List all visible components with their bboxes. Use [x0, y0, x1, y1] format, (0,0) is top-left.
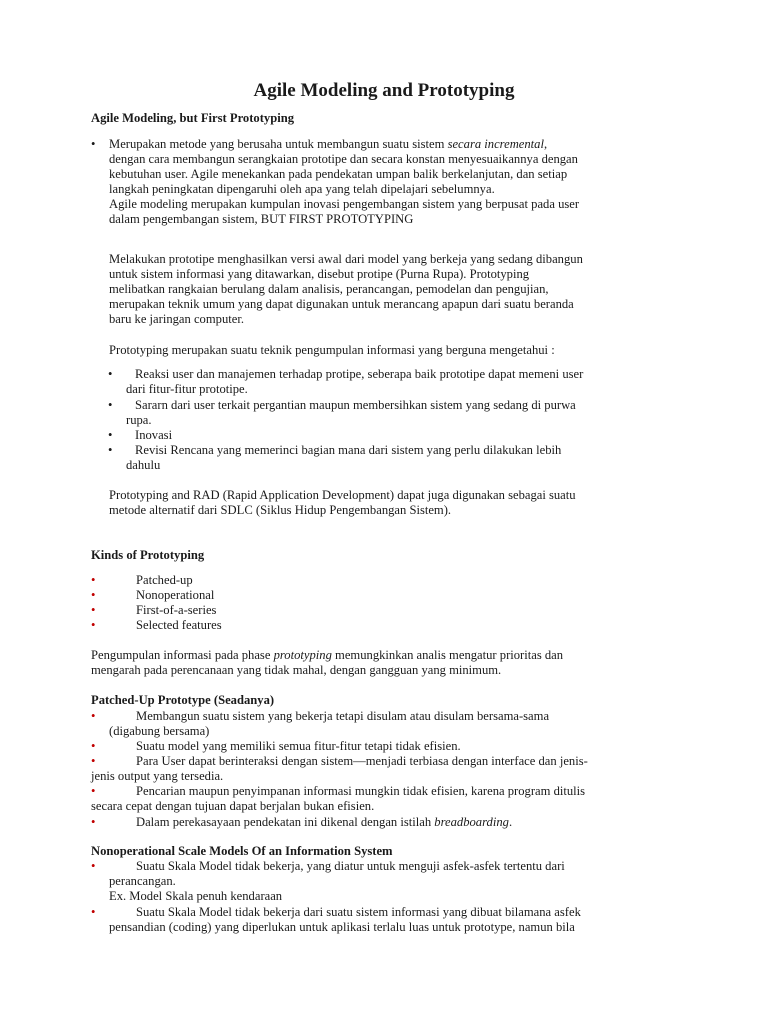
list-item-text: Suatu Skala Model tidak bekerja, yang diatur untuk menguji asfek-asfek tertentu dari [136, 859, 565, 873]
list-item-text: Suatu Skala Model tidak bekerja dari suatu sistem informasi yang dibuat bilamana asfek [136, 905, 581, 919]
list-item-text: dahulu [126, 458, 161, 472]
list-item-text: pensandian (coding) yang diperlukan untuk aplikasi terlalu luas untuk prototype, namun bila [109, 920, 575, 934]
bullet-icon: • [91, 137, 96, 151]
bullet-icon: • [91, 709, 96, 723]
bullet-icon: • [108, 443, 113, 457]
list-item-text: First-of-a-series [136, 603, 217, 617]
text-line: metode alternatif dari SDLC (Siklus Hidup Pengembangan Sistem). [109, 503, 452, 517]
bullet-icon: • [91, 754, 96, 768]
paragraph-rad [109, 488, 669, 518]
bullet-icon: • [91, 859, 96, 873]
section-heading-agile: Agile Modeling, but First Prototyping [91, 111, 295, 125]
list-item-text: Nonoperational [136, 588, 215, 602]
text-line: langkah peningkatan dipengaruhi oleh apa yang telah dipelajari sebelumnya. [109, 182, 495, 196]
paragraph-prototype-intro [109, 252, 669, 327]
list-item-text: secara cepat dengan tujuan dapat berjalan bukan efisien. [91, 799, 375, 813]
list-item-text: Membangun suatu sistem yang bekerja tetapi disulam atau disulam bersama-sama [136, 709, 550, 723]
bullet-icon: • [91, 905, 96, 919]
bullet-icon: • [108, 428, 113, 442]
paragraph-pengumpulan [91, 648, 671, 678]
list-item-text: dari fitur-fitur prototipe. [126, 382, 248, 396]
list-item [91, 603, 391, 618]
text-line: Merupakan metode yang berusaha untuk membangun suatu sistem secara incremental, [109, 137, 548, 151]
list-item-text: perancangan. [109, 874, 176, 888]
list-item-text: (digabung bersama) [109, 724, 210, 738]
list-item [91, 588, 391, 603]
bullet-icon: • [91, 739, 96, 753]
list-item [91, 618, 391, 633]
list-item-text: Para User dapat berinteraksi dengan sistem—menjadi terbiasa dengan interface dan jenis- [136, 754, 588, 768]
text-line: dengan cara membangun serangkaian prototipe dan secara konstan menyesuaikannya dengan [109, 152, 578, 166]
bullet-icon: • [91, 588, 96, 602]
text-line: Prototyping and RAD (Rapid Application Development) dapat juga digunakan sebagai suatu [109, 488, 576, 502]
list-item-text: Sararn dari user terkait pergantian maupun membersihkan sistem yang sedang di purwa [135, 398, 576, 412]
text-line: merupakan teknik umum yang dapat digunakan untuk merancang apapun dari suatu beranda [109, 297, 574, 311]
list-item-text: Pencarian maupun penyimpanan informasi mungkin tidak efisien, karena program ditulis [136, 784, 586, 798]
list-item-text: Patched-up [136, 573, 193, 587]
page-title: Agile Modeling and Prototyping [253, 80, 515, 101]
text-line: baru ke jaringan computer. [109, 312, 244, 326]
bullet-icon: • [91, 603, 96, 617]
text-line: kebutuhan user. Agile menekankan pada pendekatan umpan balik berkelanjutan, dan setiap [109, 167, 568, 181]
bullet-icon: • [91, 573, 96, 587]
kinds-list [91, 573, 391, 633]
list-item-text: Ex. Model Skala penuh kendaraan [109, 889, 283, 903]
text-line: Melakukan prototipe menghasilkan versi awal dari model yang berkeja yang sedang dibangun [109, 252, 583, 266]
list-item-text: Suatu model yang memiliki semua fitur-fitur tetapi tidak efisien. [136, 739, 461, 753]
list-item-text: Dalam perekasayaan pendekatan ini dikenal dengan istilah breadboarding. [136, 815, 513, 829]
list-item-text: Inovasi [135, 428, 173, 442]
text-line: untuk sistem informasi yang ditawarkan, disebut protipe (Purna Rupa). Prototyping [109, 267, 530, 281]
list-item-text: Reaksi user dan manajemen terhadap protipe, seberapa baik prototipe dapat memeni user [135, 367, 584, 381]
bullet-icon: • [91, 784, 96, 798]
bullet-icon: • [108, 398, 113, 412]
paragraph-prototyping-purpose: Prototyping merupakan suatu teknik pengumpulan informasi yang berguna mengetahui : [109, 343, 555, 357]
list-item [91, 573, 391, 588]
list-item-text: Selected features [136, 618, 222, 632]
bullet-text-agile [109, 137, 689, 227]
section-heading-patched-up: Patched-Up Prototype (Seadanya) [91, 693, 275, 707]
text-line: mengarah pada perencanaan yang tidak mahal, dengan gangguan yang minimum. [91, 663, 502, 677]
section-heading-kinds: Kinds of Prototyping [91, 548, 205, 562]
list-item-text: jenis output yang tersedia. [91, 769, 224, 783]
list-item-text: rupa. [126, 413, 152, 427]
text-line: dalam pengembangan sistem, BUT FIRST PROTOTYPING [109, 212, 414, 226]
bullet-icon: • [91, 815, 96, 829]
list-item-text: Revisi Rencana yang memerinci bagian mana dari sistem yang perlu dilakukan lebih [135, 443, 562, 457]
bullet-icon: • [91, 618, 96, 632]
text-line: Agile modeling merupakan kumpulan inovasi pengembangan sistem yang berpusat pada user [109, 197, 580, 211]
section-heading-nonoperational: Nonoperational Scale Models Of an Information System [91, 844, 393, 858]
text-line: Pengumpulan informasi pada phase prototyping memungkinkan analis mengatur prioritas dan [91, 648, 564, 662]
bullet-icon: • [108, 367, 113, 381]
text-line: melibatkan rangkaian berulang dalam analisis, perancangan, pemodelan dan pengujian, [109, 282, 549, 296]
